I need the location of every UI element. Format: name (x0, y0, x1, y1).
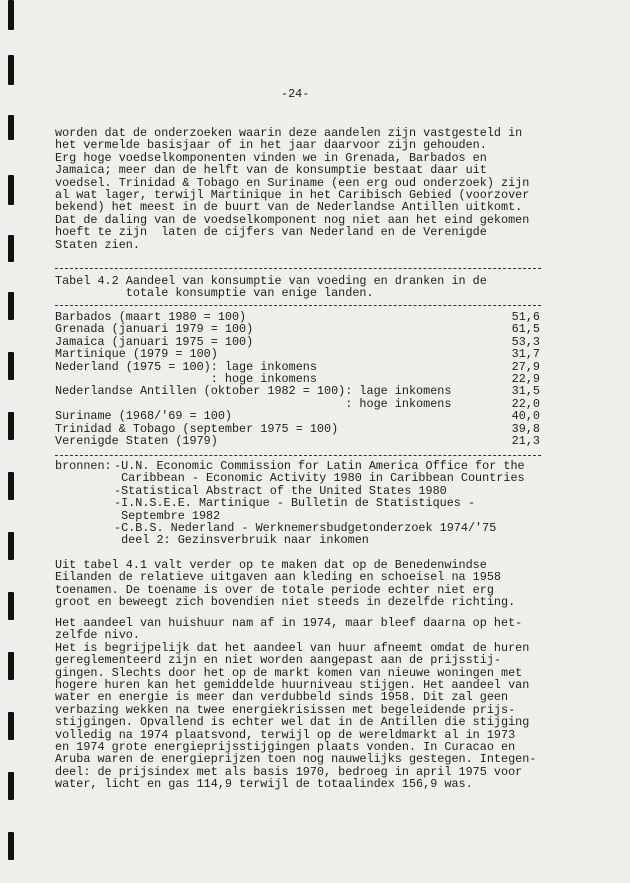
text-line: hoeft te zijn laten de cijfers van Nederland en de Verenigde (55, 225, 487, 240)
text-line: toenamen. De toename is over de totale periode echter niet erg (55, 582, 494, 597)
text-line: worden dat de onderzoeken waarin deze aandelen zijn vastgesteld in (55, 126, 523, 140)
text-line: Het is begrijpelijk dat het aandeel van huur afneemt omdat de huren (55, 640, 530, 655)
text-line: Aruba waren de energieprijzen toen nog nauwelijks gestegen. Integen- (55, 752, 537, 767)
paragraph-2 (55, 559, 515, 609)
text-line: stijgingen. Opvallend is echter wel dat in de Antillen die stijging (55, 715, 530, 730)
row-label: Nederlandse Antillen (oktober 1982 = 100): lage inkomens (55, 384, 452, 399)
text-line: en 1974 grote energieprijsstijgingen plaats vonden. In Curacao en (55, 739, 516, 754)
paragraph-1 (55, 127, 529, 251)
text-line: -Statistical Abstract of the United States 1980 (114, 483, 447, 498)
text-line: Jamaica; meer dan de helft van de konsumptie bestaat daar uit (55, 163, 487, 178)
row-label: Trinidad & Tobago (september 1975 = 100) (55, 421, 339, 436)
row-value: 51,6 (511, 310, 540, 324)
text-line: gereglementeerd zijn en niet worden aangepast aan de prijsstij- (55, 653, 501, 668)
text-line: bekend) het meest in de buurt van de Nederlandse Antillen uitkomt. (55, 200, 523, 215)
text-line: al wat lager, terwijl Martinique in het Caribisch Gebied (voorzover (55, 187, 530, 202)
text-line: Dat de daling van de voedselkomponent nog niet aan het eind gekomen (55, 212, 530, 227)
text-line: deel: de prijsindex met als basis 1970, bedroeg in april 1975 voor (55, 764, 523, 779)
row-value: 21,3 (511, 433, 540, 448)
sources-label: bronnen: (55, 459, 112, 473)
row-label: Martinique (1979 = 100) (55, 347, 218, 362)
sources-list (112, 460, 525, 547)
binding-mark (8, 532, 14, 560)
row-label: Nederland (1975 = 100): lage inkomens (55, 359, 317, 374)
row-value: 53,3 (511, 334, 540, 349)
table-row (55, 323, 540, 335)
row-label: Barbados (maart 1980 = 100) (55, 310, 247, 324)
text-line: water en energie is meer dan verdubbeld sinds 1958. Dit zal geen (55, 690, 509, 705)
row-label: Grenada (januari 1979 = 100) (55, 322, 254, 337)
text-line: het vermelde basisjaar of in het jaar daarvoor zijn gehouden. (55, 138, 487, 153)
row-value: 39,8 (511, 421, 540, 436)
binding-mark (8, 175, 14, 205)
row-value: 40,0 (511, 409, 540, 424)
row-label: : hoge inkomens (55, 396, 452, 411)
binding-mark (8, 772, 14, 800)
binding-mark (8, 652, 14, 680)
table-row (55, 348, 540, 360)
binding-mark (8, 412, 14, 440)
text-line: deel 2: Gezinsverbruik naar inkomen (114, 533, 369, 548)
binding-mark (8, 115, 14, 140)
row-value: 61,5 (511, 322, 540, 337)
table-body (55, 311, 540, 447)
text-line: -U.N. Economic Commission for Latin America Office for the (114, 459, 525, 473)
text-line: water, licht en gas 114,9 terwijl de totaalindex 156,9 was. (55, 777, 473, 792)
sources (55, 460, 525, 547)
row-label: Verenigde Staten (1979) (55, 433, 218, 448)
binding-mark (8, 0, 14, 30)
row-value: 31,5 (511, 384, 540, 399)
text-line: Het aandeel van huishuur nam af in 1974, maar bleef daarna op het- (55, 616, 523, 630)
row-value: 27,9 (511, 359, 540, 374)
text-line: Erg hoge voedselkomponenten vinden we in Grenada, Barbados en (55, 150, 487, 165)
binding-mark (8, 712, 14, 740)
paragraph-3 (55, 617, 536, 790)
table-row (55, 385, 540, 397)
text-line: groot en beweegt zich bovendien niet steeds in dezelfde richting. (55, 595, 516, 610)
row-label: Jamaica (januari 1975 = 100) (55, 334, 254, 349)
row-value: 31,7 (511, 347, 540, 362)
text-line: totale konsumptie van enige landen. (55, 286, 374, 301)
table-rule-mid (55, 305, 541, 306)
binding-mark (8, 235, 14, 262)
row-label: Suriname (1968/'69 = 100) (55, 409, 232, 424)
table-row (55, 410, 540, 422)
text-line: zelfde nivo. (55, 628, 140, 643)
text-line: volledig na 1974 plaatsvond, terwijl op de wereldmarkt al in 1973 (55, 727, 516, 742)
table-title (55, 275, 487, 300)
text-line: gingen. Slechts door het op de markt komen van nieuwe woningen met (55, 665, 523, 680)
text-line: -I.N.S.E.E. Martinique - Bulletin de Statistiques - (114, 496, 476, 511)
text-line: Uit tabel 4.1 valt verder op te maken dat op de Benedenwindse (55, 558, 487, 572)
text-line: Staten zien. (55, 237, 140, 252)
text-line: Septembre 1982 (114, 508, 221, 523)
row-value: 22,0 (511, 396, 540, 411)
text-line: voedsel. Trinidad & Tobago en Suriname (een erg oud onderzoek) zijn (55, 175, 530, 190)
text-line: Eilanden de relatieve uitgaven aan kleding en schoeisel na 1958 (55, 570, 501, 585)
text-line: verbazing wekken na twee energiekrisissen met begeleidende prijs- (55, 702, 516, 717)
binding-mark (8, 55, 14, 85)
binding-mark (8, 592, 14, 620)
binding-mark (8, 472, 14, 500)
table-rule-top (55, 268, 541, 269)
text-line: Tabel 4.2 Aandeel van konsumptie van voeding en dranken in de (55, 274, 487, 288)
row-label: : hoge inkomens (55, 371, 317, 386)
text-line: -C.B.S. Nederland - Werknemersbudgetonderzoek 1974/'75 (114, 520, 497, 535)
table-rule-bottom (55, 455, 541, 456)
table-row (55, 435, 540, 447)
binding-mark (8, 352, 14, 380)
row-value: 22,9 (511, 371, 540, 386)
text-line: Caribbean - Economic Activity 1980 in Caribbean Countries (114, 471, 525, 486)
page-number: -24- (281, 87, 310, 101)
binding-mark (8, 292, 14, 320)
text-line: hogere huren kan het gemiddelde huurniveau stijgen. Het aandeel van (55, 677, 530, 692)
binding-mark (8, 832, 14, 860)
